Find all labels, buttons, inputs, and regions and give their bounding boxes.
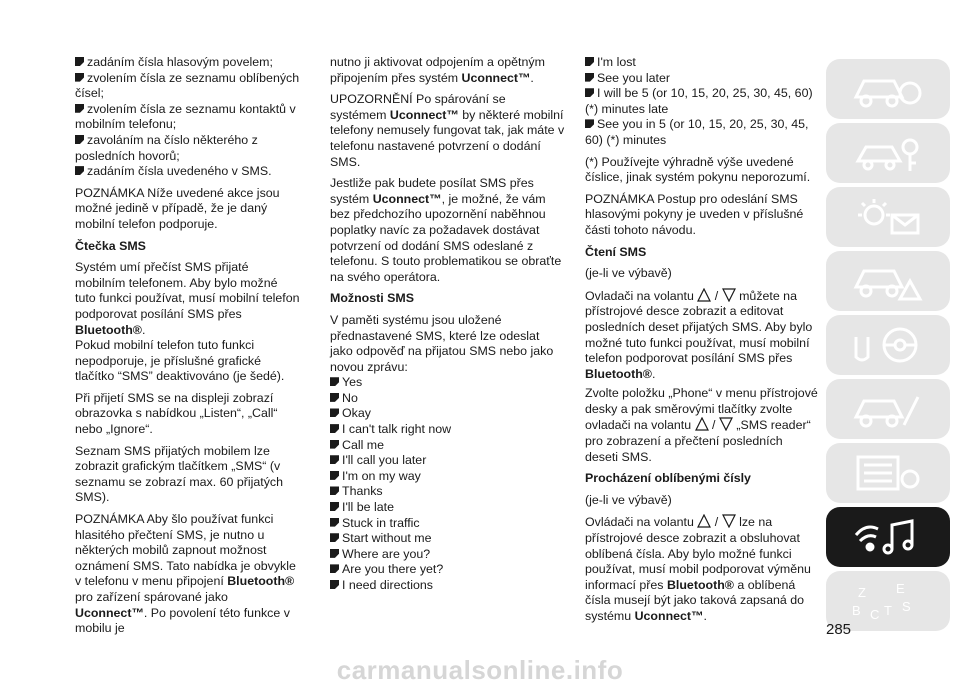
body-paragraph: Jestliže pak budete posílat SMS přes systém Uconnect™, je možné, že vám bez předchozího upozornění naběhnou poplatky navíc za požadavek dostávat potvrzení od dodání SMS odeslané z telefonu. S touto problematikou se obraťte na svého operátora. xyxy=(330,176,562,284)
list-item: No xyxy=(330,391,565,407)
car-warning-icon xyxy=(848,259,928,303)
index-letter: E xyxy=(896,581,905,596)
bullet-icon xyxy=(330,377,339,386)
list-item: Where are you? xyxy=(330,547,565,563)
arrow-up-icon xyxy=(697,288,711,302)
note-paragraph: POZNÁMKA Níže uvedené akce jsou možné jedině v případě, že je daný mobilní telefon podporuje. xyxy=(75,185,280,231)
bullet-icon xyxy=(585,73,594,82)
list-item: I'll be late xyxy=(330,500,565,516)
chapter-tab-emergency[interactable] xyxy=(826,379,950,439)
section-heading-read-sms: Čtení SMS xyxy=(585,244,647,259)
watermark: carmanualsonline.info xyxy=(336,655,624,685)
availability-note: (je-li ve výbavě) xyxy=(585,266,672,281)
bullet-icon xyxy=(330,549,339,558)
body-paragraph: nutno ji aktivovat odpojením a opětným připojením přes systém Uconnect™. xyxy=(330,55,545,85)
bullet-icon xyxy=(75,73,84,82)
arrow-down-icon xyxy=(719,417,733,431)
list-item: zvolením čísla ze seznamu kontaktů v mobilním telefonu; xyxy=(75,101,296,132)
section-heading-sms-reader: Čtečka SMS xyxy=(75,238,146,253)
list-item: zadáním čísla uvedeného v SMS. xyxy=(75,164,300,180)
bullet-icon xyxy=(330,486,339,495)
bullet-icon xyxy=(330,424,339,433)
text-column-3 xyxy=(585,55,818,631)
list-item: zadáním čísla hlasovým povelem; xyxy=(75,55,300,71)
specifications-icon xyxy=(848,451,928,495)
chapter-tab-keys[interactable] xyxy=(826,123,950,183)
chapter-tab-specifications[interactable] xyxy=(826,443,950,503)
arrow-down-icon xyxy=(722,514,736,528)
list-item: I will be 5 (or 10, 15, 20, 25, 30, 45, 60) (*) minutes late xyxy=(585,86,813,116)
list-item: zvolením čísla ze seznamu oblíbených čísel; xyxy=(75,70,300,101)
section-heading-sms-options: Možnosti SMS xyxy=(330,291,414,306)
list-item: zavoláním na číslo některého z posledních hovorů; xyxy=(75,132,258,163)
index-letter: T xyxy=(884,603,892,618)
body-paragraph: Při přijetí SMS se na displeji zobrazí obrazovka s nabídkou „Listen“, „Call“ nebo „Ignore“. xyxy=(75,390,278,437)
list-item: I'm on my way xyxy=(330,469,565,485)
list-item: Call me xyxy=(330,438,565,454)
list-item: Are you there yet? xyxy=(330,562,565,578)
list-item: Stuck in traffic xyxy=(330,516,565,532)
note-paragraph: POZNÁMKA Aby šlo používat funkci hlasitého přečtení SMS, je nutno u některých mobilů zapnout možnost oznámení SMS. Tato nabídka je obvykle v telefonu v menu připojení Bluetooth® pro zařízení spárované jako Uconnect™. Po povolení této funkce v mobilu je xyxy=(75,512,296,636)
car-dashboard-icon xyxy=(848,67,928,111)
index-letter: S xyxy=(902,599,911,614)
bullet-icon xyxy=(330,455,339,464)
arrow-up-icon xyxy=(695,417,709,431)
chapter-tab-multimedia[interactable] xyxy=(826,507,950,567)
body-paragraph: Ovládači na volantu / lze na přístrojové desce zobrazit a obsluhovat oblíbená čísla. Aby bylo možné funkci používat, musí mobil podporovat výměnu informací přes Bluetooth® a oblíbená čísla musejí být jako taková zapsaná do systému Uconnect™. xyxy=(585,515,811,623)
car-key-icon xyxy=(848,131,928,175)
list-item: See you later xyxy=(585,71,818,87)
arrow-up-icon xyxy=(697,514,711,528)
multimedia-icon xyxy=(848,515,928,559)
index-letter: B xyxy=(852,603,861,618)
arrow-down-icon xyxy=(722,288,736,302)
bullet-icon xyxy=(585,88,594,97)
text-column-1 xyxy=(75,55,300,643)
bullet-icon xyxy=(330,471,339,480)
body-paragraph: Zvolte položku „Phone“ v menu přístrojové desky a pak směrovými tlačítky zvolte ovladači na volantu / „SMS reader“ pro zobrazení a přečtení posledních deseti SMS. xyxy=(585,386,818,464)
bullet-icon xyxy=(330,393,339,402)
list-item: I need directions xyxy=(330,578,565,594)
bullet-icon xyxy=(330,564,339,573)
body-paragraph: (*) Používejte výhradně výše uvedené číslice, jinak systém pokynu neporozumí. xyxy=(585,154,811,185)
bullet-icon xyxy=(330,502,339,511)
list-item: I can't talk right now xyxy=(330,422,565,438)
index-letter: Z xyxy=(858,585,866,600)
chapter-tab-dashboard[interactable] xyxy=(826,59,950,119)
preset-message-list xyxy=(330,375,565,593)
bullet-icon xyxy=(75,104,84,113)
list-item: I'm lost xyxy=(585,55,818,71)
bullet-icon xyxy=(585,57,594,66)
note-paragraph: POZNÁMKA Postup pro odeslání SMS hlasovými pokyny je uveden v příslušné části tohoto návodu. xyxy=(585,191,804,237)
text-column-2 xyxy=(330,55,565,594)
body-paragraph: Seznam SMS přijatých mobilem lze zobrazit grafickým tlačítkem „SMS“ (v seznamu se zobrazí max. 60 přijatých SMS). xyxy=(75,443,283,505)
body-paragraph: Systém umí přečíst SMS přijaté mobilním telefonem. Aby bylo možné tuto funkci používat, musí mobilní telefon podporovat posílání SMS přes Bluetooth®. xyxy=(75,260,300,337)
bullet-icon xyxy=(75,57,84,66)
call-methods-list xyxy=(75,55,300,180)
list-item: I'll call you later xyxy=(330,453,565,469)
list-item: Okay xyxy=(330,406,565,422)
bullet-icon xyxy=(330,440,339,449)
index-letter: C xyxy=(870,607,880,622)
list-item: See you in 5 (or 10, 15, 20, 25, 30, 45, 60) (*) minutes xyxy=(585,117,809,147)
warning-paragraph: UPOZORNĚNÍ Po spárování se systémem Uconnect™ by některé mobilní telefony nemusely fungovat tak, jak máte v telefonu nastavené potvrzení o dodání SMS. xyxy=(330,92,565,169)
section-heading-favourites: Procházení oblíbenými čísly xyxy=(585,471,751,486)
chapter-tab-safety[interactable] xyxy=(826,251,950,311)
body-paragraph: V paměti systému jsou uložené přednastavené SMS, které lze odeslat jako odpověď na přijatou SMS nebo jako novou zprávu: xyxy=(330,312,554,374)
chapter-tab-driving[interactable] xyxy=(826,315,950,375)
bullet-icon xyxy=(330,518,339,527)
list-item: Thanks xyxy=(330,484,565,500)
car-tools-icon xyxy=(848,387,928,431)
warning-light-icon xyxy=(848,195,928,239)
bullet-icon xyxy=(75,166,84,175)
list-item: Yes xyxy=(330,375,565,391)
availability-note: (je-li ve výbavě) xyxy=(585,492,672,507)
chapter-tab-warnings[interactable] xyxy=(826,187,950,247)
steering-wheel-icon xyxy=(848,323,928,367)
page-number: 285 xyxy=(826,621,852,638)
bullet-icon xyxy=(330,533,339,542)
bullet-icon xyxy=(330,408,339,417)
body-paragraph: Ovladači na volantu / můžete na přístrojové desce zobrazit a editovat posledních deset přijatých SMS. Aby bylo možné tuto funkci používat, musí mobilní telefon podporovat posílání SMS přes Bluetooth®. xyxy=(585,288,813,381)
body-paragraph: Pokud mobilní telefon tuto funkci nepodporuje, je příslušné grafické tlačítko “SMS” deaktivováno (je šedé). xyxy=(75,338,285,384)
preset-message-list xyxy=(585,55,818,149)
bullet-icon xyxy=(585,119,594,128)
bullet-icon xyxy=(75,135,84,144)
index-icon xyxy=(848,579,928,623)
list-item: Start without me xyxy=(330,531,565,547)
bullet-icon xyxy=(330,580,339,589)
